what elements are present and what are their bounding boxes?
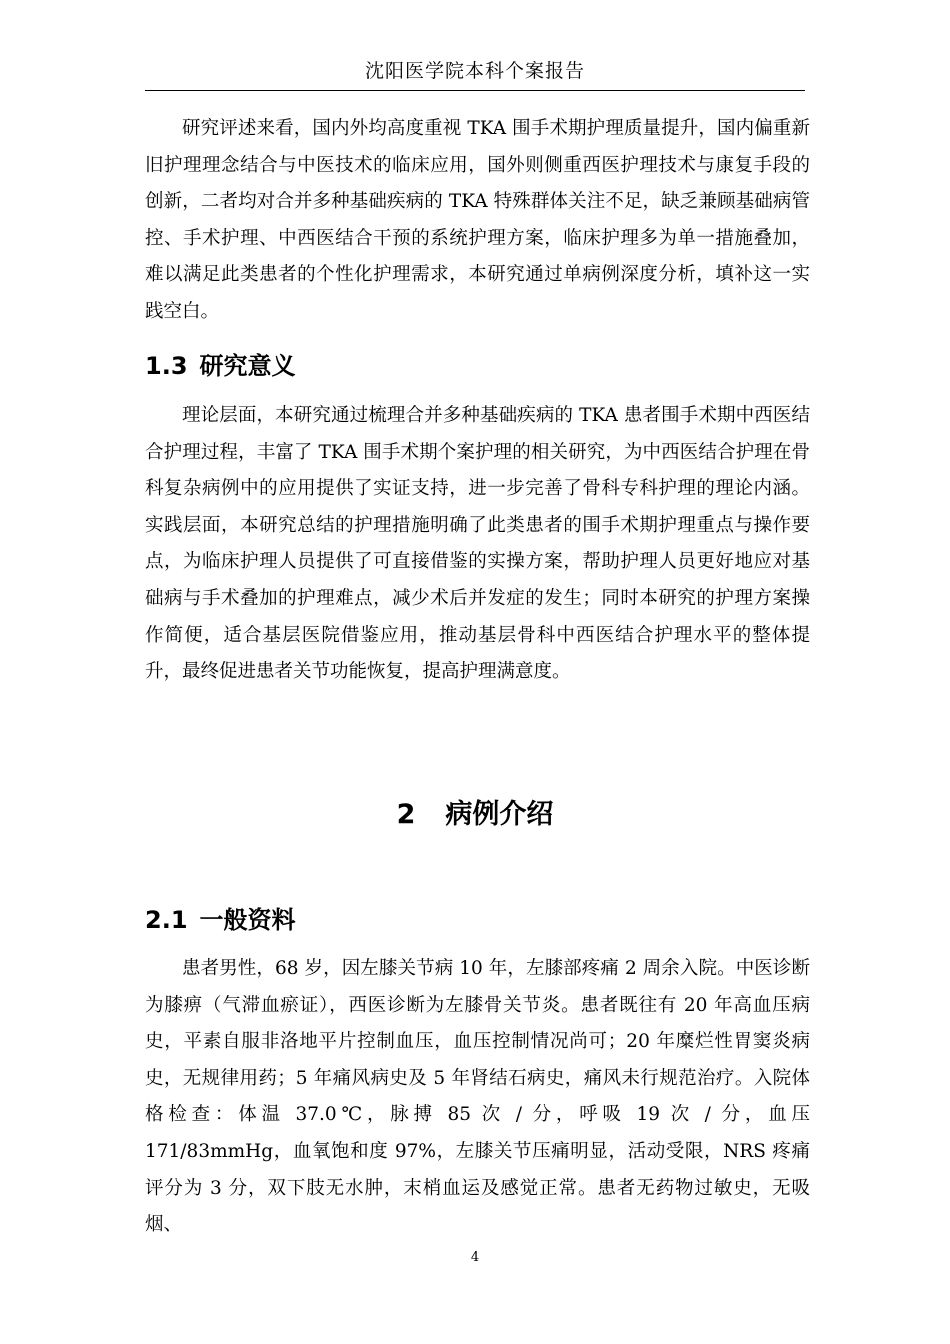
page-number: 4	[470, 1250, 480, 1265]
significance-paragraph: 理论层面，本研究通过梳理合并多种基础疾病的 TKA 患者围手术期中西医结合护理过程，丰富了 TKA 围手术期个案护理的相关研究，为中西医结合护理在骨科复杂病例中的应用提供了实证支持，进一步完善了骨科专科护理的理论内涵。实践层面，本研究总结的护理措施明确了此类患者的围手术期护理重点与操作要点，为临床护理人员提供了可直接借鉴的实操方案，帮助护理人员更好地应对基础病与手术叠加的护理难点，减少术后并发症的发生；同时本研究的护理方案操作简便，适合基层医院借鉴应用，推动基层骨科中西医结合护理水平的整体提升，最终促进患者关节功能恢复，提高护理满意度。	[145, 405, 810, 683]
chapter-number: 2	[396, 799, 416, 830]
chapter-title: 病例介绍	[445, 799, 554, 830]
section-heading-1-3	[145, 346, 296, 381]
review-paragraph: 研究评述来看，国内外均高度重视 TKA 围手术期护理质量提升，国内偏重新旧护理理念结合与中医技术的临床应用，国外则侧重西医护理技术与康复手段的创新，二者均对合并多种基础疾病的 TKA 特殊群体关注不足，缺乏兼顾基础病管控、手术护理、中西医结合干预的系统护理方案，临床护理多为单一措施叠加，难以满足此类患者的个性化护理需求，本研究通过单病例深度分析，填补这一实践空白。	[145, 118, 810, 322]
section-title: 一般资料	[199, 906, 296, 934]
section-heading-2-1	[145, 900, 296, 935]
page-header-title: 沈阳医学院本科个案报告	[364, 60, 585, 82]
general-info-paragraph: 患者男性，68 岁，因左膝关节病 10 年，左膝部疼痛 2 周余入院。中医诊断为膝痹（气滞血瘀证），西医诊断为左膝骨关节炎。患者既往有 20 年高血压病史，平素自服非洛地平片控制血压，血压控制情况尚可；20 年糜烂性胃窦炎病史，无规律用药；5 年痛风病史及 5 年肾结石病史，痛风未行规范治疗。入院体格检查：体温 37.0℃，脉搏 85 次 / 分，呼吸 19 次 / 分，血压 171/83mmHg，血氧饱和度 97%，左膝关节压痛明显，活动受限，NRS 疼痛评分为 3 分，双下肢无水肿，末梢血运及感觉正常。患者无药物过敏史，无吸烟、	[145, 958, 810, 1236]
section-number: 1.3	[145, 352, 188, 380]
chapter-heading-2	[0, 792, 950, 831]
header-divider	[145, 90, 805, 91]
section-title: 研究意义	[199, 352, 296, 380]
section-number: 2.1	[145, 906, 188, 934]
